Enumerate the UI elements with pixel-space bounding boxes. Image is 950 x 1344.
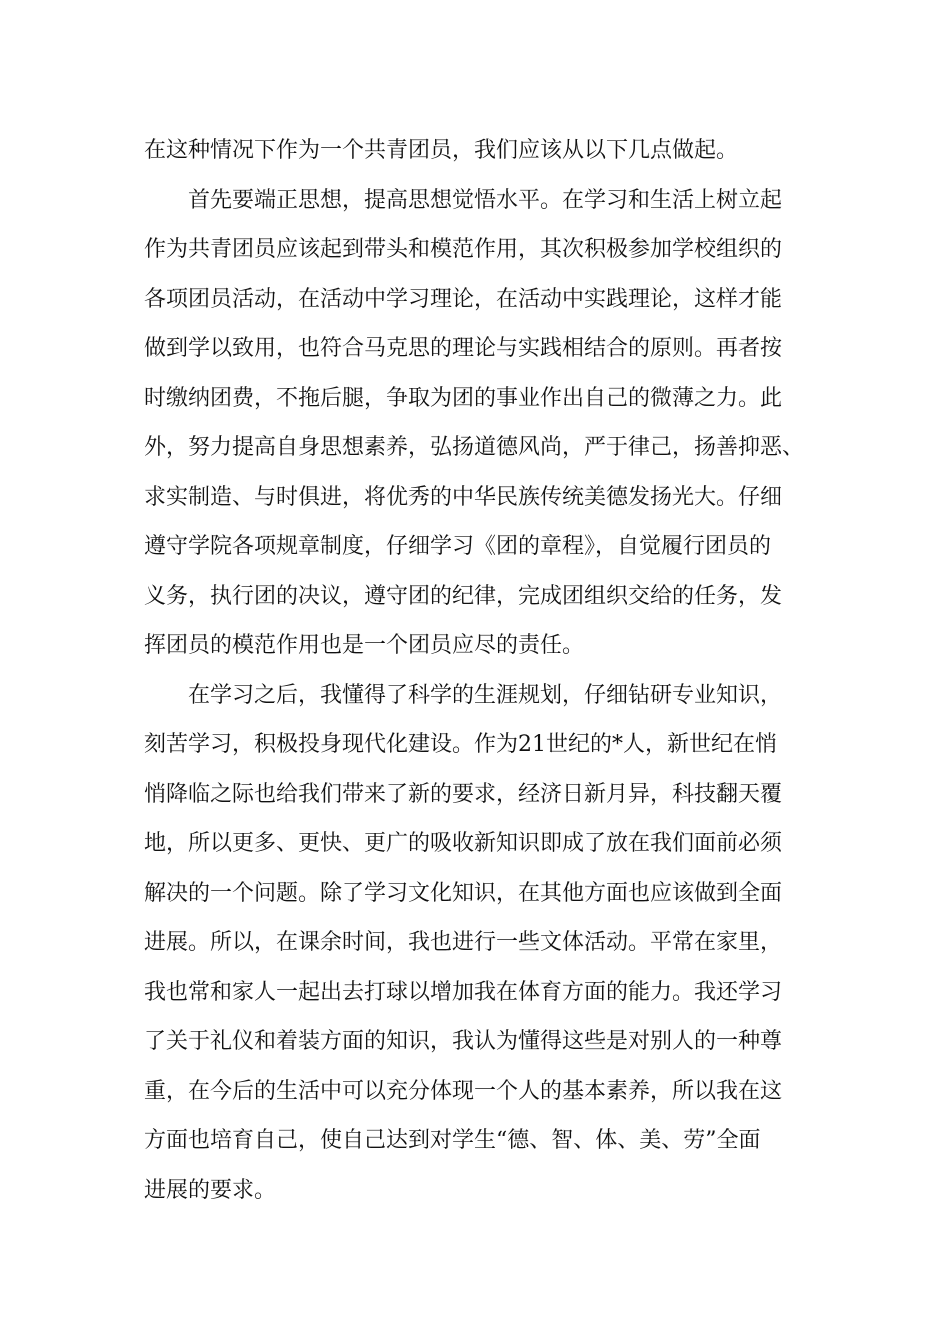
text-line: 重，在今后的生活中可以充分体现一个人的基本素养，所以我在这 xyxy=(144,1078,783,1104)
text-line: 时缴纳团费，不拖后腿，争取为团的事业作出自己的微薄之力。此 xyxy=(144,385,783,411)
text-line: 求实制造、与时俱进，将优秀的中华民族传统美德发扬光大。仔细 xyxy=(144,484,783,510)
text-line: 外，努力提高自身思想素养，弘扬道德风尚，严于律己，扬善抑恶、 xyxy=(144,435,805,460)
text-line: 了关于礼仪和着装方面的知识，我认为懂得这些是对别人的一种尊 xyxy=(144,1029,783,1054)
text-line: 进展的要求。 xyxy=(144,1177,277,1203)
text-line: 进展。所以，在课余时间，我也进行一些文体活动。平常在家里， xyxy=(144,930,783,955)
text-line: 悄降临之际也给我们带来了新的要求，经济日新月异，科技翻天覆 xyxy=(144,781,783,807)
text-line: 地，所以更多、更快、更广的吸收新知识即成了放在我们面前必须 xyxy=(144,831,783,856)
text-line: 方面也培育自己，使自己达到对学生“德、智、体、美、劳”全面 xyxy=(144,1128,761,1153)
paragraph-start-line: 首先要端正思想，提高思想觉悟水平。在学习和生活上树立起 xyxy=(188,187,783,213)
text-line: 作为共青团员应该起到带头和模范作用，其次积极参加学校组织的 xyxy=(144,237,783,262)
body-text xyxy=(144,126,834,1215)
text-line: 刻苦学习，积极投身现代化建设。作为21世纪的*人，新世纪在悄 xyxy=(144,732,777,757)
text-line: 遵守学院各项规章制度，仔细学习《团的章程》，自觉履行团员的 xyxy=(144,534,772,559)
text-line: 义务，执行团的决议，遵守团的纪律，完成团组织交给的任务，发 xyxy=(144,583,783,609)
text-line: 在这种情况下作为一个共青团员，我们应该从以下几点做起。 xyxy=(144,138,739,163)
text-line: 做到学以致用，也符合马克思的理论与实践相结合的原则。再者按 xyxy=(144,336,783,361)
text-line: 各项团员活动，在活动中学习理论，在活动中实践理论，这样才能 xyxy=(144,286,783,312)
text-line: 挥团员的模范作用也是一个团员应尽的责任。 xyxy=(144,633,585,658)
text-line: 我也常和家人一起出去打球以增加我在体育方面的能力。我还学习 xyxy=(144,979,783,1005)
paragraph-start-line: 在学习之后，我懂得了科学的生涯规划，仔细钻研专业知识， xyxy=(188,682,783,708)
text-line: 解决的一个问题。除了学习文化知识，在其他方面也应该做到全面 xyxy=(144,880,783,906)
